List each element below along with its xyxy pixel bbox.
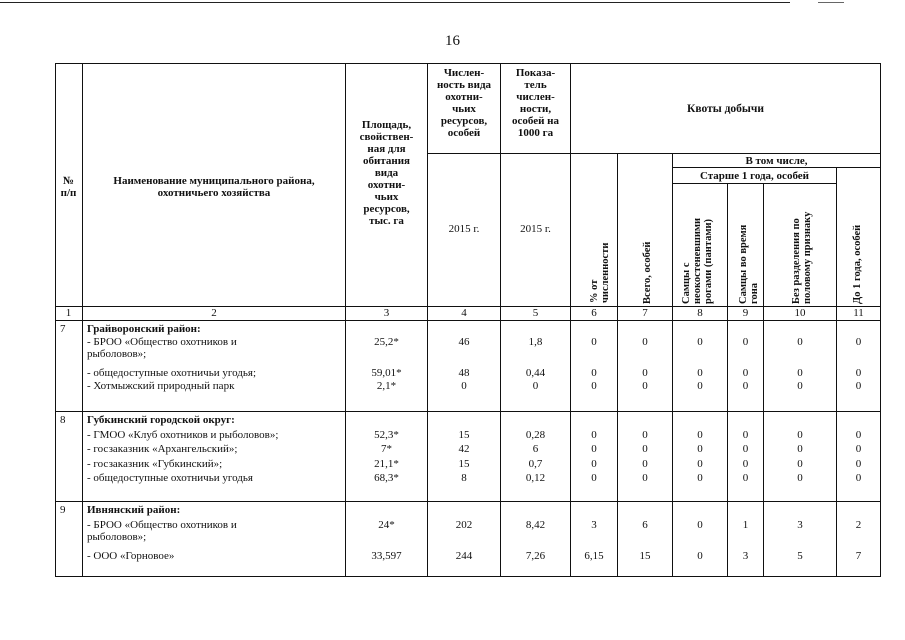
- row-no-sex: 5: [797, 550, 803, 562]
- scan-top-mark: [818, 2, 844, 3]
- header-year-density: 2015 г.: [520, 223, 551, 235]
- row-density: 0,44: [525, 367, 546, 379]
- col-line-6: [617, 153, 618, 577]
- row-name: - общедоступные охотничьи угодья;: [87, 367, 257, 379]
- row-males-horns: 0: [697, 429, 703, 441]
- section-title: Грайворонский район:: [87, 323, 201, 335]
- row-density: 8,42: [525, 519, 546, 531]
- row-name: - БРОО «Общество охотников и рыболовов»;: [87, 336, 237, 360]
- row-name: - ГМОО «Клуб охотников и рыболовов»;: [87, 429, 279, 441]
- row-name: - Хотмыжский природный парк: [87, 380, 235, 392]
- header-incl: В том числе,: [745, 155, 808, 167]
- row-total: 0: [642, 443, 648, 455]
- row-area: 21,1*: [374, 458, 399, 470]
- header-no-sex: Без разделения по половому признаку: [791, 211, 813, 304]
- header-name: Наименование муниципального района, охотничьего хозяйства: [113, 175, 315, 199]
- header-divider-older: [672, 183, 836, 184]
- row-total: 0: [642, 336, 648, 348]
- section-number: 9: [60, 504, 66, 516]
- row-population: 8: [461, 472, 467, 484]
- row-total: 6: [642, 519, 648, 531]
- row-name: - общедоступные охотничьи угодья: [87, 472, 253, 484]
- row-no-sex: 0: [797, 429, 803, 441]
- col-number: 10: [794, 307, 806, 319]
- col-number: 6: [591, 307, 597, 319]
- col-line-0: [55, 63, 56, 577]
- row-total: 15: [639, 550, 651, 562]
- header-under1: До 1 года, особей: [852, 224, 863, 304]
- row-name: - госзаказник «Губкинский»;: [87, 458, 223, 470]
- row-males-rut: 0: [742, 472, 749, 484]
- row-no-sex: 0: [797, 380, 803, 392]
- row-population: 46: [458, 336, 470, 348]
- row-area: 33,597: [371, 550, 402, 562]
- row-under1: 0: [855, 380, 862, 392]
- header-year-population: 2015 г.: [448, 223, 480, 235]
- col-line-7: [672, 153, 673, 577]
- row-no-sex: 0: [797, 367, 803, 379]
- col-line-4: [500, 63, 501, 577]
- header-males-horns: Самцы с неокостеневшими рогами (пантами): [681, 217, 714, 304]
- row-population: 244: [455, 550, 473, 562]
- row-pct: 0: [591, 443, 597, 455]
- col-line-3: [427, 63, 428, 577]
- row-under1: 2: [855, 519, 862, 531]
- row-population: 0: [461, 380, 467, 392]
- scan-top-border: [0, 2, 790, 3]
- section-number: 8: [60, 414, 66, 426]
- row-males-horns: 0: [697, 458, 703, 470]
- quota-table: [55, 63, 881, 577]
- col-number: 8: [697, 307, 703, 319]
- row-density: 7,26: [525, 550, 546, 562]
- col-number: 9: [742, 307, 749, 319]
- row-total: 0: [642, 458, 648, 470]
- row-area: 59,01*: [371, 367, 402, 379]
- row-no-sex: 0: [797, 458, 803, 470]
- row-area: 2,1*: [376, 380, 397, 392]
- row-under1: 0: [855, 336, 862, 348]
- row-pct: 0: [591, 336, 597, 348]
- section-number: 7: [60, 323, 66, 335]
- row-density: 6: [532, 443, 539, 455]
- row-total: 0: [642, 472, 648, 484]
- row-no-sex: 0: [797, 472, 803, 484]
- col-line-11: [880, 63, 881, 577]
- header-population: Числен- ность вида охотни- чьих ресурсов, особей: [436, 67, 492, 139]
- section-title: Ивнянский район:: [87, 504, 181, 516]
- col-number: 2: [211, 307, 217, 319]
- col-number: 5: [532, 307, 539, 319]
- row-pct: 0: [591, 429, 597, 441]
- row-density: 0,7: [528, 458, 543, 470]
- row-population: 48: [458, 367, 470, 379]
- row-name: - ООО «Горновое»: [87, 550, 175, 562]
- section-divider-8: [55, 411, 881, 412]
- row-density: 1,8: [528, 336, 543, 348]
- row-males-horns: 0: [697, 550, 703, 562]
- col-number: 1: [65, 307, 72, 319]
- row-males-rut: 0: [742, 336, 749, 348]
- row-area: 25,2*: [374, 336, 399, 348]
- row-total: 0: [642, 429, 648, 441]
- row-under1: 7: [855, 550, 862, 562]
- section-divider-9: [55, 501, 881, 502]
- row-population: 15: [458, 429, 470, 441]
- row-density: 0: [532, 380, 539, 392]
- col-line-5: [570, 63, 571, 577]
- header-males-rut: Самцы во время гона: [738, 224, 760, 304]
- row-total: 0: [642, 380, 648, 392]
- row-under1: 0: [855, 472, 862, 484]
- page-number: 16: [445, 33, 460, 49]
- row-name: - госзаказник «Архангельский»;: [87, 443, 238, 455]
- row-pct: 3: [591, 519, 597, 531]
- row-name: - БРОО «Общество охотников и рыболовов»;: [87, 519, 237, 543]
- row-area: 7*: [381, 443, 392, 455]
- row-pct: 0: [591, 458, 597, 470]
- row-males-horns: 0: [697, 380, 703, 392]
- section-title: Губкинский городской округ:: [87, 414, 235, 426]
- row-pct: 0: [591, 472, 597, 484]
- header-divider-quotas: [427, 153, 881, 154]
- col-number: 7: [642, 307, 648, 319]
- header-bottom: [55, 320, 881, 321]
- row-under1: 0: [855, 458, 862, 470]
- row-pct: 6,15: [584, 550, 604, 562]
- header-quotas: Квоты добычи: [687, 103, 764, 115]
- row-pct: 0: [591, 380, 597, 392]
- table-border-top: [55, 63, 881, 64]
- row-area: 52,3*: [374, 429, 399, 441]
- header-divider-incl: [672, 167, 881, 168]
- row-under1: 0: [855, 429, 862, 441]
- row-males-rut: 0: [742, 458, 749, 470]
- col-number: 4: [461, 307, 467, 319]
- row-pct: 0: [591, 367, 597, 379]
- row-males-horns: 0: [697, 336, 703, 348]
- col-number: 11: [853, 307, 864, 319]
- row-population: 202: [455, 519, 473, 531]
- header-density: Показа- тель числен- ности, особей на 1000 га: [511, 67, 560, 139]
- row-males-horns: 0: [697, 367, 703, 379]
- header-older: Старше 1 года, особей: [699, 170, 810, 182]
- row-males-horns: 0: [697, 472, 703, 484]
- header-area: Площадь, свойствен- ная для обитания вида охотни- чьих ресурсов, тыс. га: [359, 119, 414, 227]
- row-males-rut: 0: [742, 367, 749, 379]
- row-males-rut: 3: [742, 550, 749, 562]
- row-under1: 0: [855, 367, 862, 379]
- row-males-rut: 1: [742, 519, 749, 531]
- row-no-sex: 0: [797, 336, 803, 348]
- col-line-1: [82, 63, 83, 577]
- row-males-horns: 0: [697, 519, 703, 531]
- row-males-rut: 0: [742, 380, 749, 392]
- table-border-bottom: [55, 576, 881, 577]
- row-density: 0,12: [525, 472, 546, 484]
- row-density: 0,28: [525, 429, 546, 441]
- row-under1: 0: [855, 443, 862, 455]
- row-males-horns: 0: [697, 443, 703, 455]
- row-total: 0: [642, 367, 648, 379]
- row-no-sex: 3: [797, 519, 803, 531]
- row-males-rut: 0: [742, 443, 749, 455]
- row-no-sex: 0: [797, 443, 803, 455]
- col-number: 3: [383, 307, 390, 319]
- row-area: 68,3*: [374, 472, 399, 484]
- header-total: Всего, особей: [642, 241, 653, 304]
- row-area: 24*: [378, 519, 395, 531]
- row-population: 42: [458, 443, 470, 455]
- row-males-rut: 0: [742, 429, 749, 441]
- header-pct: % от численности: [589, 242, 611, 303]
- header-num: № п/п: [60, 175, 77, 199]
- row-population: 15: [458, 458, 470, 470]
